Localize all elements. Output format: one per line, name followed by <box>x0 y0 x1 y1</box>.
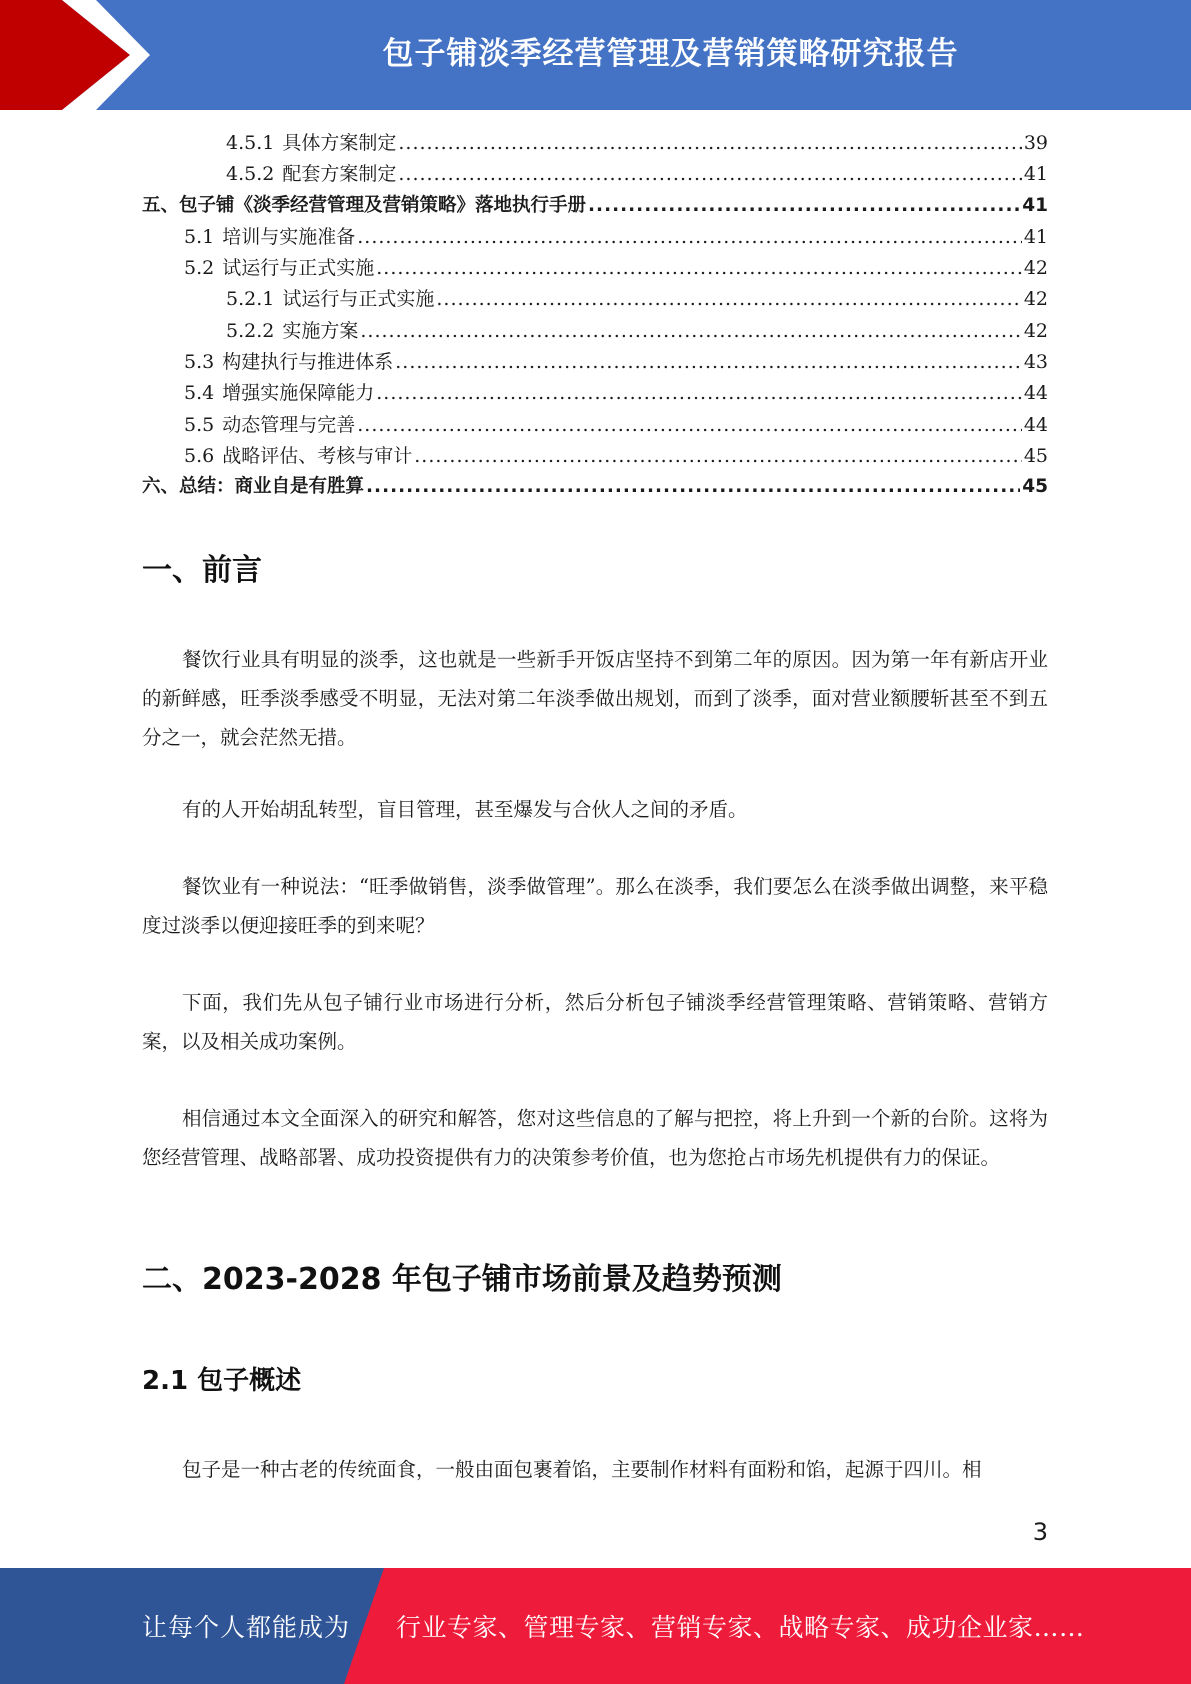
paragraph: 有的人开始胡乱转型，盲目管理，甚至爆发与合伙人之间的矛盾。 <box>182 798 748 821</box>
toc-entry-page: 42 <box>1023 288 1048 311</box>
toc-entry-number: 5.3 <box>184 351 215 374</box>
toc-entry-title: 试运行与正式实施 <box>282 288 435 311</box>
paragraph: 包子是一种古老的传统面食，一般由面包裹着馅，主要制作材料有面粉和馅，起源于四川。相 <box>182 1458 982 1481</box>
toc-entry[interactable] <box>142 347 1048 378</box>
toc-entry-label <box>184 253 374 280</box>
subsection-heading-overview: 2.1 包子概述 <box>142 1366 302 1396</box>
paragraph: 餐饮行业具有明显的淡季，这也就是一些新手开饭店坚持不到第二年的原因。因为第一年有新店开业的新鲜感，旺季淡季感受不明显，无法对第二年淡季做出规划，而到了淡季，面对营业额腰斩甚至不到五分之一，就会茫然无措。 <box>142 648 1048 749</box>
toc-entry[interactable] <box>142 191 1048 222</box>
toc-entry[interactable] <box>142 128 1048 159</box>
toc-entry-page: 41 <box>1023 163 1048 186</box>
toc-entry[interactable] <box>142 253 1048 284</box>
toc-entry-label <box>184 378 374 405</box>
toc-entry-number: 5.2.1 <box>226 288 275 311</box>
toc-entry-label <box>184 222 355 249</box>
toc-entry-number: 5.2 <box>184 257 215 280</box>
paragraph: 餐饮业有一种说法：“旺季做销售，淡季做管理”。那么在淡季，我们要怎么在淡季做出调整，来平稳度过淡季以便迎接旺季的到来呢？ <box>142 875 1048 937</box>
toc-entry-page: 41 <box>1022 194 1048 216</box>
toc-entry-page: 44 <box>1023 413 1048 436</box>
toc-dot-leader <box>360 320 1021 342</box>
toc-dot-leader <box>357 226 1022 248</box>
toc-dot-leader <box>588 195 1020 216</box>
toc-entry[interactable] <box>142 410 1048 441</box>
toc-entry-page: 44 <box>1023 382 1048 405</box>
toc-dot-leader <box>398 132 1021 154</box>
toc-entry-number: 5.5 <box>184 413 215 436</box>
toc-entry-page: 42 <box>1023 319 1048 342</box>
toc-dot-leader <box>376 382 1022 404</box>
toc-entry-page: 45 <box>1023 444 1048 467</box>
toc-entry[interactable] <box>142 159 1048 190</box>
toc-entry-number: 5.1 <box>184 225 215 248</box>
toc-entry-label <box>142 191 586 217</box>
toc-entry[interactable] <box>142 472 1048 503</box>
toc-entry-label <box>226 128 396 155</box>
page-header <box>0 0 1191 110</box>
toc-entry[interactable] <box>142 222 1048 253</box>
toc-dot-leader <box>436 288 1021 310</box>
section-heading-preface: 一、前言 <box>142 553 262 588</box>
toc-entry-number: 5.6 <box>184 444 215 467</box>
toc-entry-title: 培训与实施准备 <box>222 225 356 248</box>
toc-entry-title: 具体方案制定 <box>282 132 397 154</box>
toc-entry-page: 41 <box>1023 225 1048 248</box>
toc-entry-label <box>226 284 434 311</box>
toc-entry-title: 试运行与正式实施 <box>222 257 375 280</box>
toc-entry-number: 5.4 <box>184 382 215 405</box>
toc-entry-label <box>226 159 396 186</box>
toc-entry-title: 动态管理与完善 <box>222 413 356 436</box>
toc-entry-title: 战略评估、考核与审计 <box>222 444 413 467</box>
toc-entry[interactable] <box>142 284 1048 315</box>
table-of-contents <box>142 128 1048 504</box>
toc-entry-page: 42 <box>1023 257 1048 280</box>
section-heading-market: 二、2023-2028 年包子铺市场前景及趋势预测 <box>142 1262 782 1297</box>
page-footer <box>0 1568 1191 1684</box>
paragraph: 下面，我们先从包子铺行业市场进行分析，然后分析包子铺淡季经营管理策略、营销策略、营销方案，以及相关成功案例。 <box>142 991 1048 1053</box>
footer-slogan-right: 行业专家、管理专家、营销专家、战略专家、成功企业家…… <box>396 1613 1085 1642</box>
paragraph: 相信通过本文全面深入的研究和解答，您对这些信息的了解与把控，将上升到一个新的台阶。这将为您经营管理、战略部署、成功投资提供有力的决策参考价值，也为您抢占市场先机提供有力的保证。 <box>142 1107 1048 1169</box>
toc-entry-label <box>226 316 358 343</box>
toc-dot-leader <box>395 351 1022 373</box>
toc-entry-number: 5.2.2 <box>226 319 275 342</box>
page-number: 3 <box>1032 1518 1048 1546</box>
toc-entry-number: 4.5.1 <box>226 132 275 154</box>
toc-entry-title: 配套方案制定 <box>282 163 397 186</box>
toc-entry-label <box>142 472 364 498</box>
toc-entry-title: 构建执行与推进体系 <box>222 351 394 374</box>
toc-dot-leader <box>366 476 1020 497</box>
toc-dot-leader <box>376 257 1022 279</box>
toc-entry-page: 39 <box>1023 132 1048 154</box>
toc-dot-leader <box>398 163 1021 185</box>
toc-dot-leader <box>414 445 1022 467</box>
toc-entry[interactable] <box>142 316 1048 347</box>
footer-slogan-left: 让每个人都能成为 <box>142 1613 351 1642</box>
report-title: 包子铺淡季经营管理及营销策略研究报告 <box>382 35 959 72</box>
toc-entry-title: 六、总结：商业自是有胜算 <box>142 476 365 498</box>
toc-entry[interactable] <box>142 441 1048 472</box>
toc-dot-leader <box>357 414 1022 436</box>
toc-entry-number: 4.5.2 <box>226 163 275 186</box>
toc-entry-title: 实施方案 <box>282 319 359 342</box>
toc-entry-title: 五、包子铺《淡季经营管理及营销策略》落地执行手册 <box>142 194 587 216</box>
toc-entry-title: 增强实施保障能力 <box>222 382 375 405</box>
toc-entry[interactable] <box>142 378 1048 409</box>
toc-entry-page: 43 <box>1023 351 1048 374</box>
toc-entry-label <box>184 441 412 468</box>
toc-entry-label <box>184 410 355 437</box>
toc-entry-label <box>184 347 393 374</box>
toc-entry-page: 45 <box>1022 476 1048 498</box>
